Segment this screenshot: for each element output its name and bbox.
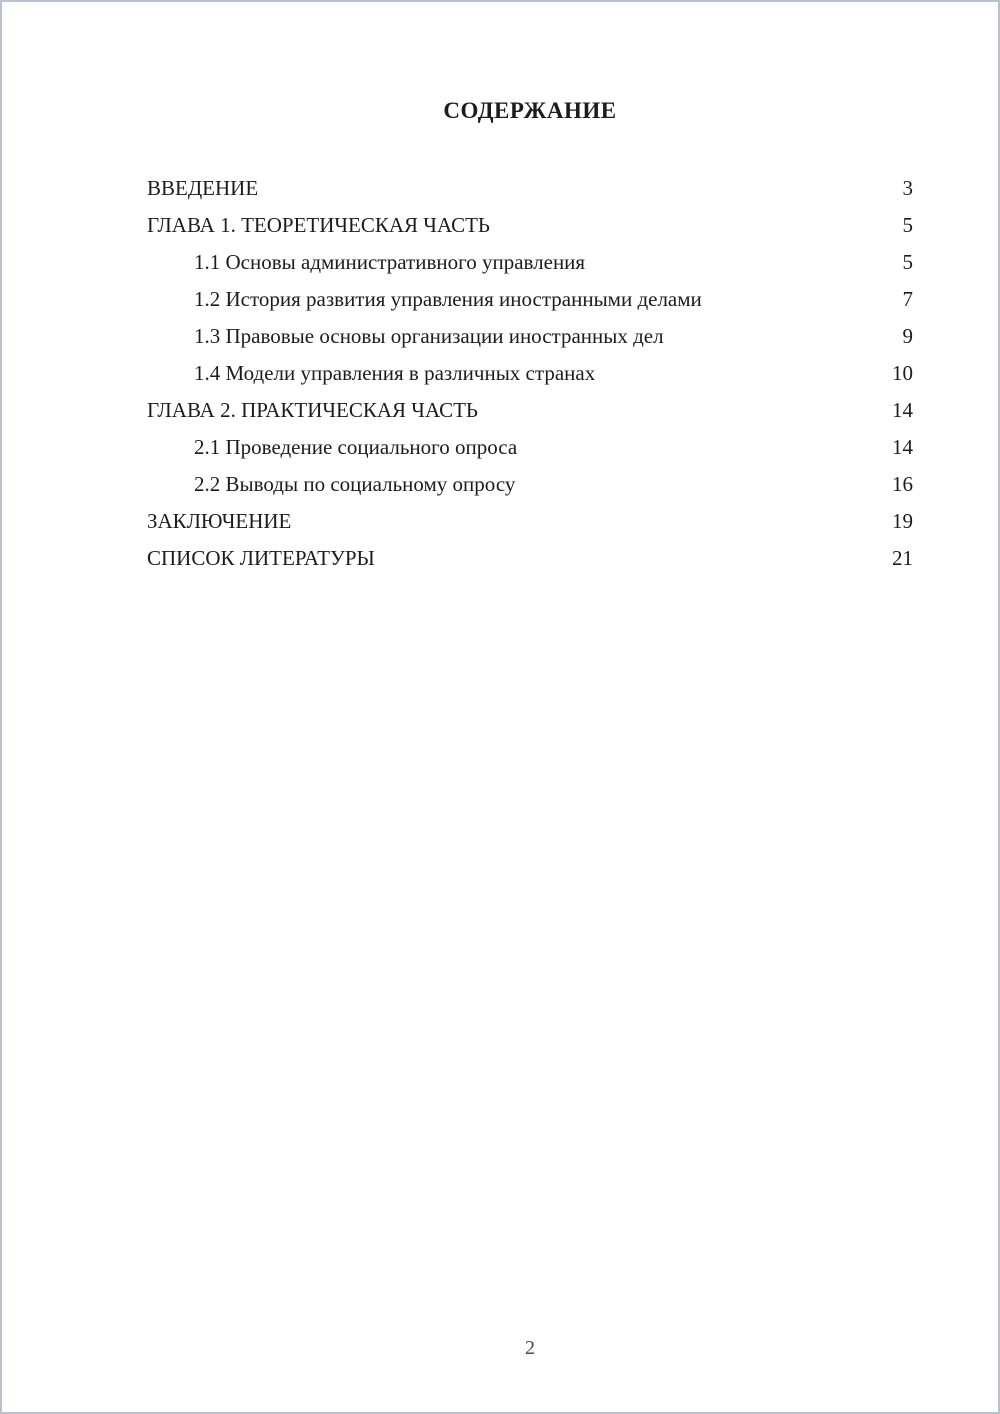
- toc-entry-label: 2.1 Проведение социального опроса: [194, 435, 518, 459]
- toc-entry-page-number: 19: [892, 509, 913, 533]
- footer-page-number: 2: [525, 1337, 535, 1359]
- toc-row: [147, 170, 913, 207]
- page-title: СОДЕРЖАНИЕ: [443, 98, 617, 123]
- toc-entry-page-number: 10: [892, 361, 913, 385]
- page-footer: [147, 1337, 913, 1360]
- toc-entry-label: ГЛАВА 1. ТЕОРЕТИЧЕСКАЯ ЧАСТЬ: [147, 213, 490, 237]
- toc-entry-page-number: 9: [902, 324, 913, 348]
- toc-entry-label: 1.1 Основы административного управления: [194, 250, 586, 274]
- toc-entry-page-number: 5: [902, 250, 913, 274]
- toc-entry-page-number: 7: [902, 287, 913, 311]
- toc-row: [147, 244, 913, 281]
- toc-entry-page-number: 16: [892, 472, 913, 496]
- toc-entry-label: ГЛАВА 2. ПРАКТИЧЕСКАЯ ЧАСТЬ: [147, 398, 478, 422]
- toc-entry-page-number: 3: [902, 176, 913, 200]
- toc-row: [147, 318, 913, 355]
- toc-row: [147, 540, 913, 577]
- toc-entry-label: 1.3 Правовые основы организации иностранных дел: [194, 324, 664, 348]
- toc-row: [147, 207, 913, 244]
- toc-entry-label: 1.4 Модели управления в различных странах: [194, 361, 596, 385]
- toc-entry-page-number: 21: [892, 546, 913, 570]
- toc-row: [147, 466, 913, 503]
- toc-entry-page-number: 5: [902, 213, 913, 237]
- toc-entry-label: ВВЕДЕНИЕ: [147, 176, 259, 200]
- table-of-contents: [147, 170, 913, 577]
- toc-entry-page-number: 14: [892, 398, 913, 422]
- toc-row: [147, 503, 913, 540]
- toc-entry-label: СПИСОК ЛИТЕРАТУРЫ: [147, 546, 375, 570]
- toc-row: [147, 429, 913, 466]
- toc-entry-label: 2.2 Выводы по социальному опросу: [194, 472, 516, 496]
- toc-row: [147, 392, 913, 429]
- content-area: [147, 2, 913, 577]
- toc-entry-label: 1.2 История развития управления иностранными делами: [194, 287, 702, 311]
- toc-entry-label: ЗАКЛЮЧЕНИЕ: [147, 509, 292, 533]
- toc-row: [147, 281, 913, 318]
- toc-row: [147, 355, 913, 392]
- toc-entry-page-number: 14: [892, 435, 913, 459]
